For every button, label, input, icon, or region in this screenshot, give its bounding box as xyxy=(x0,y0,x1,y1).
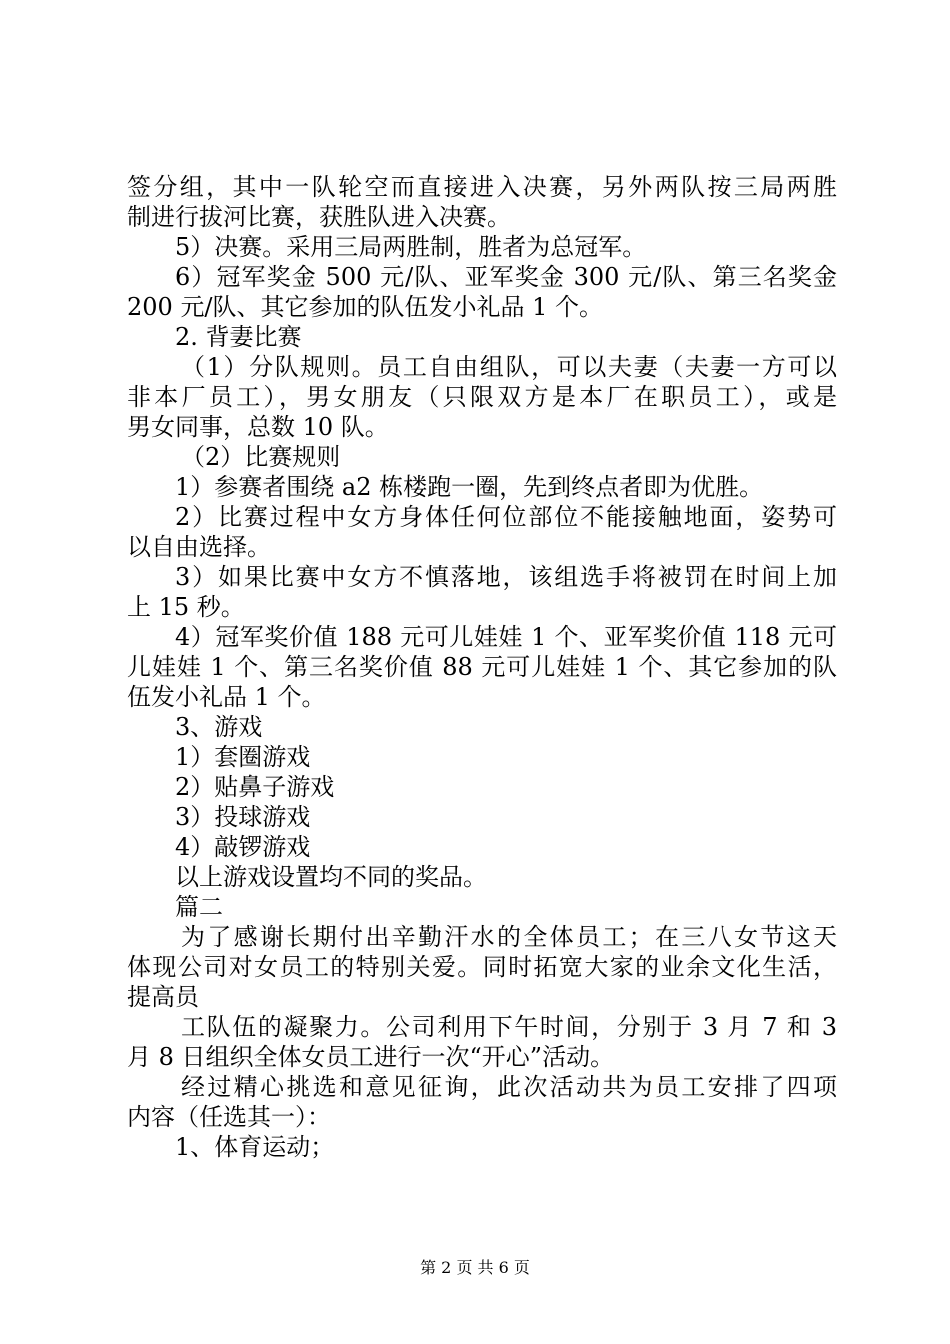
text-line-1: 签分组，其中一队轮空而直接进入决赛，另外两队按三局两胜 xyxy=(127,173,837,201)
section-heading-games: 3、游戏 xyxy=(175,713,263,741)
text-line-29: 工队伍的凝聚力。公司利用下午时间，分别于 3 月 7 和 3 xyxy=(181,1013,837,1041)
subheading-rules: （2）比赛规则 xyxy=(181,443,341,471)
text-line-16: 4）冠军奖价值 188 元可儿娃娃 1 个、亚军奖价值 118 元可 xyxy=(175,623,837,651)
text-line-23: 4）敲锣游戏 xyxy=(175,833,311,861)
document-body xyxy=(127,172,837,1162)
text-line-30: 月 8 日组织全体女员工进行一次“开心”活动。 xyxy=(127,1043,615,1071)
text-line-13: 以自由选择。 xyxy=(127,533,271,561)
section-heading-back-carry: 2. 背妻比赛 xyxy=(175,323,302,351)
text-line-27: 体现公司对女员工的特别关爱。同时拓宽大家的业余文化生活， xyxy=(127,953,837,981)
text-line-7: （1）分队规则。员工自由组队，可以夫妻（夫妻一方可以 xyxy=(181,353,837,381)
section-heading-part-two: 篇二 xyxy=(175,893,223,921)
text-line-32: 内容（任选其一）： xyxy=(127,1103,331,1131)
text-line-12: 2）比赛过程中女方身体任何位部位不能接触地面，姿势可 xyxy=(175,503,837,531)
text-line-28: 提高员 xyxy=(127,983,199,1011)
text-line-15: 上 15 秒。 xyxy=(127,593,245,621)
text-line-20: 1）套圈游戏 xyxy=(175,743,311,771)
text-line-18: 伍发小礼品 1 个。 xyxy=(127,683,326,711)
text-line-31: 经过精心挑选和意见征询，此次活动共为员工安排了四项 xyxy=(181,1073,837,1101)
text-line-17: 儿娃娃 1 个、第三名奖价值 88 元可儿娃娃 1 个、其它参加的队 xyxy=(127,653,837,681)
text-line-5: 200 元/队、其它参加的队伍发小礼品 1 个。 xyxy=(127,293,604,321)
text-line-2: 制进行拔河比赛，获胜队进入决赛。 xyxy=(127,203,511,231)
text-line-26: 为了感谢长期付出辛勤汗水的全体员工；在三八女节这天 xyxy=(181,923,837,951)
text-line-22: 3）投球游戏 xyxy=(175,803,311,831)
text-line-4: 6）冠军奖金 500 元/队、亚军奖金 300 元/队、第三名奖金 xyxy=(175,263,837,291)
text-line-3: 5）决赛。采用三局两胜制，胜者为总冠军。 xyxy=(175,233,647,261)
text-line-9: 男女同事，总数 10 队。 xyxy=(127,413,389,441)
text-line-8: 非本厂员工），男女朋友（只限双方是本厂在职员工），或是 xyxy=(127,383,837,411)
text-line-21: 2）贴鼻子游戏 xyxy=(175,773,335,801)
text-line-11: 1）参赛者围绕 a2 栋楼跑一圈，先到终点者即为优胜。 xyxy=(175,473,764,501)
text-line-14: 3）如果比赛中女方不慎落地，该组选手将被罚在时间上加 xyxy=(175,563,837,591)
page-number-footer: 第 2 页 共 6 页 xyxy=(420,1258,530,1277)
text-line-24: 以上游戏设置均不同的奖品。 xyxy=(175,863,487,891)
text-line-33: 1、体育运动； xyxy=(175,1133,335,1161)
